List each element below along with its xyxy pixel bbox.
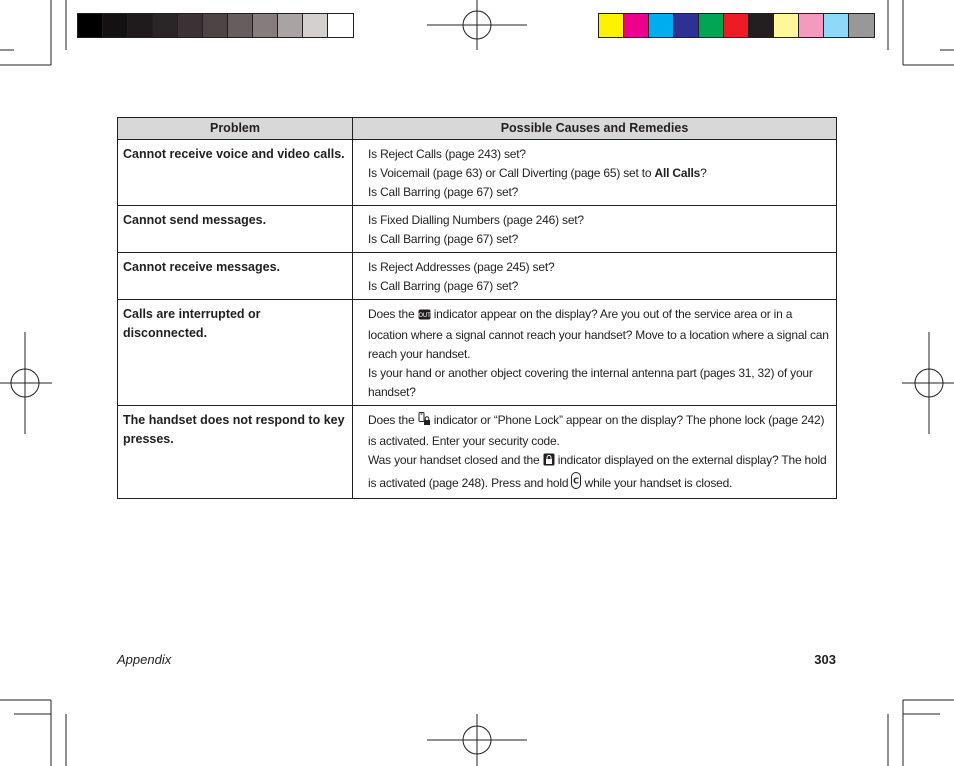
color-swatch [774,14,799,37]
table-header-row [118,118,837,140]
problem-column-header: Problem [118,118,353,140]
remedy-text: indicator displayed on the external display? The hold is activated (page 248). Press and hold [368,453,827,490]
remedy-text: Does the [368,307,418,321]
section-name: Appendix [117,652,172,667]
color-swatch [799,14,824,37]
remedy-text: Is Fixed Dialling Numbers (page 246) set? [368,213,584,227]
problem-cell: Calls are interrupted or disconnected. [118,300,353,406]
table-row [118,140,837,206]
grey-swatch [303,14,328,37]
color-swatch [824,14,849,37]
troubleshooting-table [117,117,837,499]
remedy-text: Was your handset closed and the [368,453,543,467]
remedy-cell [353,300,837,406]
remedy-cell [353,406,837,499]
remedy-text: Is your hand or another object covering the internal antenna part (pages 31, 32) of your handset? [368,366,813,399]
problem-cell: Cannot send messages. [118,206,353,253]
color-calibration-bar [598,13,875,38]
grey-calibration-bar [77,13,354,38]
grey-swatch [203,14,228,37]
color-swatch [749,14,774,37]
grey-swatch [228,14,253,37]
clear-key-icon [571,472,581,495]
remedy-text: Is Call Barring (page 67) set? [368,279,519,293]
color-swatch [724,14,749,37]
remedy-text: Is Call Barring (page 67) set? [368,232,519,246]
remedy-text: Is Reject Calls (page 243) set? [368,147,526,161]
remedy-text: indicator appear on the display? Are you out of the service area or in a location where a signal cannot reach your handset? Move to a location where a signal can reach your handset. [368,307,829,361]
color-swatch [649,14,674,37]
remedy-text: Is Voicemail (page 63) or Call Diverting (page 65) set to [368,166,655,180]
phone-lock-icon [418,412,431,432]
remedy-line [368,411,830,451]
problem-cell: The handset does not respond to key presses. [118,406,353,499]
color-swatch [624,14,649,37]
grey-swatch [253,14,278,37]
grey-swatch [178,14,203,37]
grey-swatch [328,14,353,37]
hold-lock-icon [543,453,555,472]
color-swatch [674,14,699,37]
remedy-line [368,364,830,402]
remedy-line [368,183,830,202]
remedy-text: Is Call Barring (page 67) set? [368,185,519,199]
grey-swatch [153,14,178,37]
color-swatch [599,14,624,37]
remedy-cell [353,253,837,300]
remedy-text: indicator or “Phone Lock” appear on the display? The phone lock (page 242) is activated. Enter your security code. [368,413,825,448]
remedy-line [368,230,830,249]
table-row [118,300,837,406]
remedy-column-header: Possible Causes and Remedies [353,118,837,140]
remedy-line [368,164,830,183]
grey-swatch [78,14,103,37]
color-swatch [849,14,874,37]
table-row [118,253,837,300]
remedy-line [368,211,830,230]
svg-text:C: C [573,476,580,486]
grey-swatch [128,14,153,37]
page-number: 303 [814,652,836,667]
remedy-text: Is Reject Addresses (page 245) set? [368,260,555,274]
remedy-text: ? [700,166,707,180]
remedy-line [368,451,830,495]
remedy-cell [353,140,837,206]
remedy-line [368,145,830,164]
table-row [118,406,837,499]
remedy-line [368,305,830,364]
svg-text:OUT: OUT [417,312,431,319]
remedy-line [368,258,830,277]
problem-cell: Cannot receive messages. [118,253,353,300]
remedy-line [368,277,830,296]
remedy-cell [353,206,837,253]
remedy-text: while your handset is closed. [581,476,733,490]
remedy-text: Does the [368,413,418,427]
setting-name: All Calls [654,166,701,180]
grey-swatch [103,14,128,37]
color-swatch [699,14,724,37]
table-row [118,206,837,253]
problem-cell: Cannot receive voice and video calls. [118,140,353,206]
grey-swatch [278,14,303,37]
out-of-service-icon [418,307,431,326]
